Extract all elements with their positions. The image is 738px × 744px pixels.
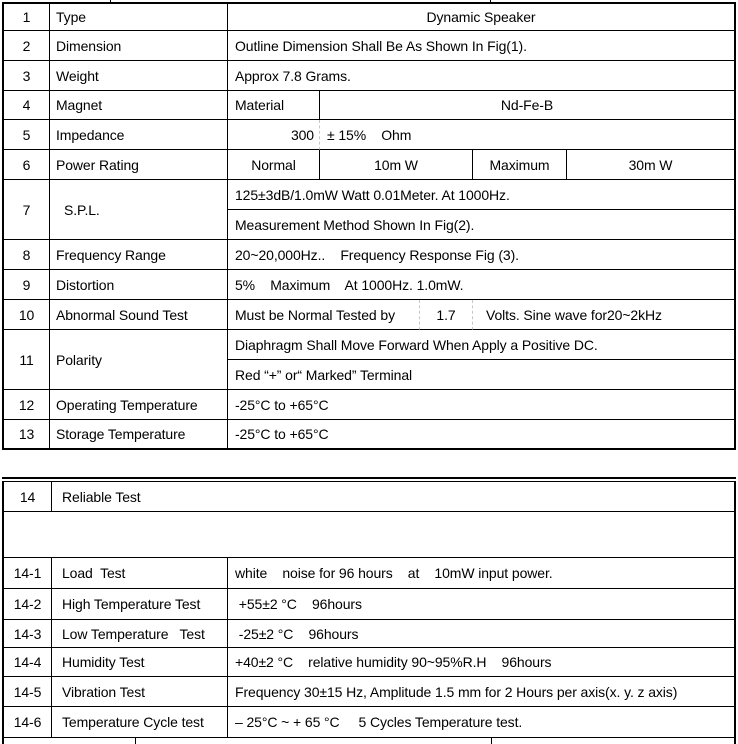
row-polarity-value-line1: Diaphragm Shall Move Forward When Apply a Positive DC. xyxy=(228,330,734,360)
row-reliable-test-number: 14 xyxy=(4,482,52,512)
row-type-label: Type xyxy=(50,4,228,31)
row-frequency-number: 8 xyxy=(4,240,50,270)
row-vibration-test-label: Vibration Test xyxy=(52,677,228,707)
row-distortion-number: 9 xyxy=(4,270,50,300)
row-dimension-number: 2 xyxy=(4,31,50,61)
row-spl-number: 7 xyxy=(4,180,50,240)
row-vibration-test-number: 14-5 xyxy=(4,677,52,707)
cropped-next-row xyxy=(2,738,736,744)
cropped-row-border-stub xyxy=(135,738,136,744)
row-high-temp-test-value: +55±2 °C 96hours xyxy=(228,589,734,620)
row-impedance-label: Impedance xyxy=(50,120,228,150)
row-storage-temp-value: -25°C to +65°C xyxy=(235,426,329,442)
section-divider-rule xyxy=(2,477,736,479)
row-operating-temp-number: 12 xyxy=(4,390,50,420)
row-impedance-tolerance-unit: ± 15% Ohm xyxy=(320,120,734,150)
row-frequency-label: Frequency Range xyxy=(50,240,228,270)
specification-table xyxy=(2,2,736,450)
row-magnet-number: 4 xyxy=(4,91,50,120)
row-polarity-number: 11 xyxy=(4,330,50,390)
reliability-note xyxy=(4,512,734,558)
row-impedance-value-number: 300 xyxy=(228,120,320,150)
row-operating-temp-label: Operating Temperature xyxy=(50,390,228,420)
row-polarity-label: Polarity xyxy=(50,330,228,390)
row-weight-label: Weight xyxy=(50,61,228,91)
row-temp-cycle-test-number: 14-6 xyxy=(4,707,52,738)
row-vibration-test-value: Frequency 30±15 Hz, Amplitude 1.5 mm for 2 Hours per axis(x. y. z axis) xyxy=(228,677,734,707)
row-humidity-test-number: 14-4 xyxy=(4,648,52,677)
row-impedance-number: 5 xyxy=(4,120,50,150)
row-spl-value-line1: 125±3dB/1.0mW Watt 0.01Meter. At 1000Hz. xyxy=(228,180,734,210)
row-humidity-test-label: Humidity Test xyxy=(52,648,228,677)
row-temp-cycle-test-label: Temperature Cycle test xyxy=(52,707,228,738)
row-reliable-test-label: Reliable Test xyxy=(52,482,734,512)
row-operating-temp-value: -25°C to +65°C xyxy=(228,390,734,420)
row-distortion-label: Distortion xyxy=(50,270,228,300)
row-power-normal-value: 10m W xyxy=(320,150,473,180)
row-spl-value xyxy=(228,180,734,240)
row-low-temp-test-number: 14-3 xyxy=(4,620,52,648)
row-power-maximum-value: 30m W xyxy=(567,150,734,180)
row-dimension-label: Dimension xyxy=(50,31,228,61)
row-storage-temp-label: Storage Temperature xyxy=(50,420,228,448)
row-dimension-value: Outline Dimension Shall Be As Shown In Fig(1). xyxy=(228,31,734,61)
cropped-row-border-stub xyxy=(491,738,492,744)
row-low-temp-test-value: -25±2 °C 96hours xyxy=(228,620,734,648)
reliability-test-table xyxy=(2,481,736,738)
row-storage-temp-number: 13 xyxy=(4,420,50,448)
row-polarity-value-line2: Red “+” or“ Marked” Terminal xyxy=(235,366,413,383)
row-magnet-material-key: Material xyxy=(228,91,320,120)
row-power-normal-key: Normal xyxy=(228,150,320,180)
row-load-test-number: 14-1 xyxy=(4,558,52,589)
row-high-temp-test-number: 14-2 xyxy=(4,589,52,620)
row-low-temp-test-label: Low Temperature Test xyxy=(52,620,228,648)
row-type-value: Dynamic Speaker xyxy=(228,4,734,31)
row-spl-value-line2: Measurement Method Shown In Fig(2). xyxy=(235,216,475,233)
row-distortion-value: 5% Maximum At 1000Hz. 1.0mW. xyxy=(228,270,734,300)
row-frequency-value: 20~20,000Hz.. Frequency Response Fig (3). xyxy=(228,240,734,270)
row-temp-cycle-test-value: – 25°C ~ + 65 °C 5 Cycles Temperature test. xyxy=(228,707,734,738)
row-weight-number: 3 xyxy=(4,61,50,91)
row-polarity-value xyxy=(228,330,734,390)
row-load-test-value: white noise for 96 hours at 10mW input power. xyxy=(228,558,734,589)
row-power-number: 6 xyxy=(4,150,50,180)
row-load-test-label: Load Test xyxy=(52,558,228,589)
row-power-maximum-key: Maximum xyxy=(473,150,567,180)
row-humidity-test-value: +40±2 °C relative humidity 90~95%R.H 96hours xyxy=(228,648,734,677)
row-abnormal-sound-volts: 1.7 xyxy=(420,300,473,330)
row-power-label: Power Rating xyxy=(50,150,228,180)
row-abnormal-sound-label: Abnormal Sound Test xyxy=(50,300,228,330)
row-weight-value: Approx 7.8 Grams. xyxy=(228,61,734,91)
row-abnormal-sound-number: 10 xyxy=(4,300,50,330)
row-magnet-material-value: Nd-Fe-B xyxy=(320,91,734,120)
row-high-temp-test-label: High Temperature Test xyxy=(52,589,228,620)
row-spl-label: S.P.L. xyxy=(50,180,228,240)
row-abnormal-sound-prefix: Must be Normal Tested by xyxy=(228,300,420,330)
row-abnormal-sound-suffix: Volts. Sine wave for20~2kHz xyxy=(473,300,734,330)
row-type-number: 1 xyxy=(4,4,50,31)
row-magnet-label: Magnet xyxy=(50,91,228,120)
